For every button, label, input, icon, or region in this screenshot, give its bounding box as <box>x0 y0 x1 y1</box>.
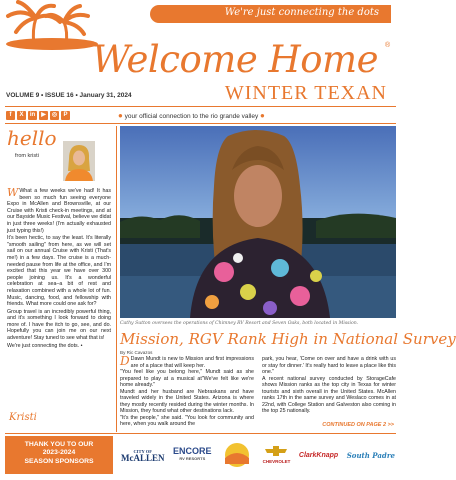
hello-title: hello <box>7 126 57 150</box>
bullet-icon: ● <box>260 111 265 120</box>
sponsor-thanks-box <box>5 436 113 474</box>
story-paragraph: A recent national survey conducted by StorageCafe shows Mission ranks as the top city in Texas for winter tourists and sixth overall in the United States. McAllen ranks 17th in the same survey and Weslaco comes in at 22nd, with College Station and Galveston also coming in the top 25 nationally. <box>262 375 396 414</box>
tagline-bar <box>150 5 391 23</box>
hello-from: from kristi <box>15 153 39 159</box>
logo-text: CHEVROLET <box>262 458 291 464</box>
story-paragraph: Mundt and her husband are Nebraskans and have traveled widely in the United States. Arizona is where they mostly recently resided during the winter months. In Mission, they found what other destinations lack. <box>120 388 254 414</box>
kristi-portrait <box>63 141 95 181</box>
story-paragraph: "It's the people," she said. "You look for community and here, when you walk around the <box>120 414 254 427</box>
sponsor-logos <box>118 437 398 473</box>
sponsor-line: SEASON SPONSORS <box>24 457 94 465</box>
clark-knapp-logo[interactable]: ClarkKnapp <box>298 451 339 459</box>
story-column-2 <box>262 356 396 415</box>
resort-logo[interactable] <box>220 442 254 468</box>
hello-column <box>5 126 113 432</box>
bowtie-icon <box>265 446 287 456</box>
section-rule <box>5 123 396 124</box>
instagram-icon[interactable]: ◎ <box>51 112 58 118</box>
masthead-title: Welcome Home <box>92 38 379 81</box>
hello-letter <box>7 188 111 350</box>
encore-logo[interactable] <box>173 448 212 462</box>
column-divider <box>116 126 117 432</box>
x-icon[interactable]: X <box>17 111 26 120</box>
pinterest-icon[interactable]: P <box>61 111 70 120</box>
sponsor-line: THANK YOU TO OUR <box>24 441 94 448</box>
hello-paragraph: It's been hectic, to say the least. It's literally "smooth sailing" from here, as we will set sail on our annual Cruise with Kristi (That's me!) in a few days. The cruise is a much-needed pause from life at the office, and I'm excited that this year we have over 300 people joining us. It's a wonderful celebration at sea–a bit of rest and relaxation combined with a whole lot of fun. Music, dancing, food, and fellowship with friends. What more could one ask for? <box>7 235 111 308</box>
drop-cap: D <box>120 354 130 368</box>
story-column-1 <box>120 356 254 428</box>
story-paragraph: "You feel like you belong here," Mundt said as she prepared to play at a musical at"We've felt like we're home already." <box>120 369 254 388</box>
logo-subtext: CITY OF <box>133 449 152 454</box>
bullet-icon: ● <box>118 111 123 120</box>
issue-line: VOLUME 9 • ISSUE 16 • January 31, 2024 <box>6 92 132 99</box>
logo-text: ENCORE <box>173 446 212 456</box>
cover-photo <box>120 126 396 318</box>
story-headline: Mission, RGV Rank High in National Survey <box>120 330 456 348</box>
story-paragraph: park, you hear, 'Come on over and have a drink with us or stay for dinner.' It's really hard to leave a place like this one." <box>262 356 396 375</box>
signature: Kristi <box>9 412 37 423</box>
linkedin-icon[interactable]: in <box>29 112 36 118</box>
drop-cap: W <box>7 186 19 199</box>
masthead-subtitle: WINTER TEXAN <box>224 82 387 104</box>
facebook-icon[interactable]: f <box>6 111 15 120</box>
south-padre-logo[interactable]: South Padre <box>346 450 395 460</box>
hello-paragraph: We're just connecting the dots. • <box>7 342 83 349</box>
registered-mark: ® <box>385 42 391 49</box>
social-icons <box>6 111 70 120</box>
sponsor-line: 2023-2024 <box>42 449 76 457</box>
chevrolet-logo[interactable] <box>263 446 291 465</box>
hello-paragraph-text: What a few weeks we've had! It has been so much fun seeing everyone Expo in McAllen and Brownsville, at our Cruise with Kristi check-in meetings, and at our Bayside Music Festival, believe we didat in just three weeks! (I'm actually exhausted just typing this!) <box>7 188 111 234</box>
city-of-mcallen-logo[interactable] <box>121 448 165 462</box>
youtube-icon[interactable]: ▶ <box>39 111 48 120</box>
story-paragraph-text: Dawn Mundt is new to Mission and first impressions are of a place that will keep her. <box>130 356 254 369</box>
masthead-rule <box>5 106 396 107</box>
official-connection <box>118 111 265 120</box>
hello-paragraph: Group travel is an incredibly powerful thing, and it's something I look forward to doing more of. I have the itch to go, see, and do. Hopefully you can join me on our next adventure! Stay tuned to see what that is! <box>7 308 111 342</box>
official-text: your official connection to the rio grande valley <box>124 113 259 120</box>
photo-caption: Cathy Sutton oversees the operations of Chimney RV Resort and Seven Oaks, both located in Mission. <box>120 321 359 326</box>
footer-rule <box>5 433 396 434</box>
tagline: We're just connecting the dots <box>224 7 379 18</box>
story-byline: By Ric Cavazos <box>120 350 153 355</box>
masthead <box>0 0 401 108</box>
hello-paragraph <box>7 188 111 234</box>
continued-link[interactable]: CONTINUED ON PAGE 2 >> <box>322 422 394 428</box>
story-paragraph <box>120 356 254 369</box>
logo-text: McALLEN <box>121 453 165 463</box>
logo-subtext: RV RESORTS <box>179 456 206 461</box>
